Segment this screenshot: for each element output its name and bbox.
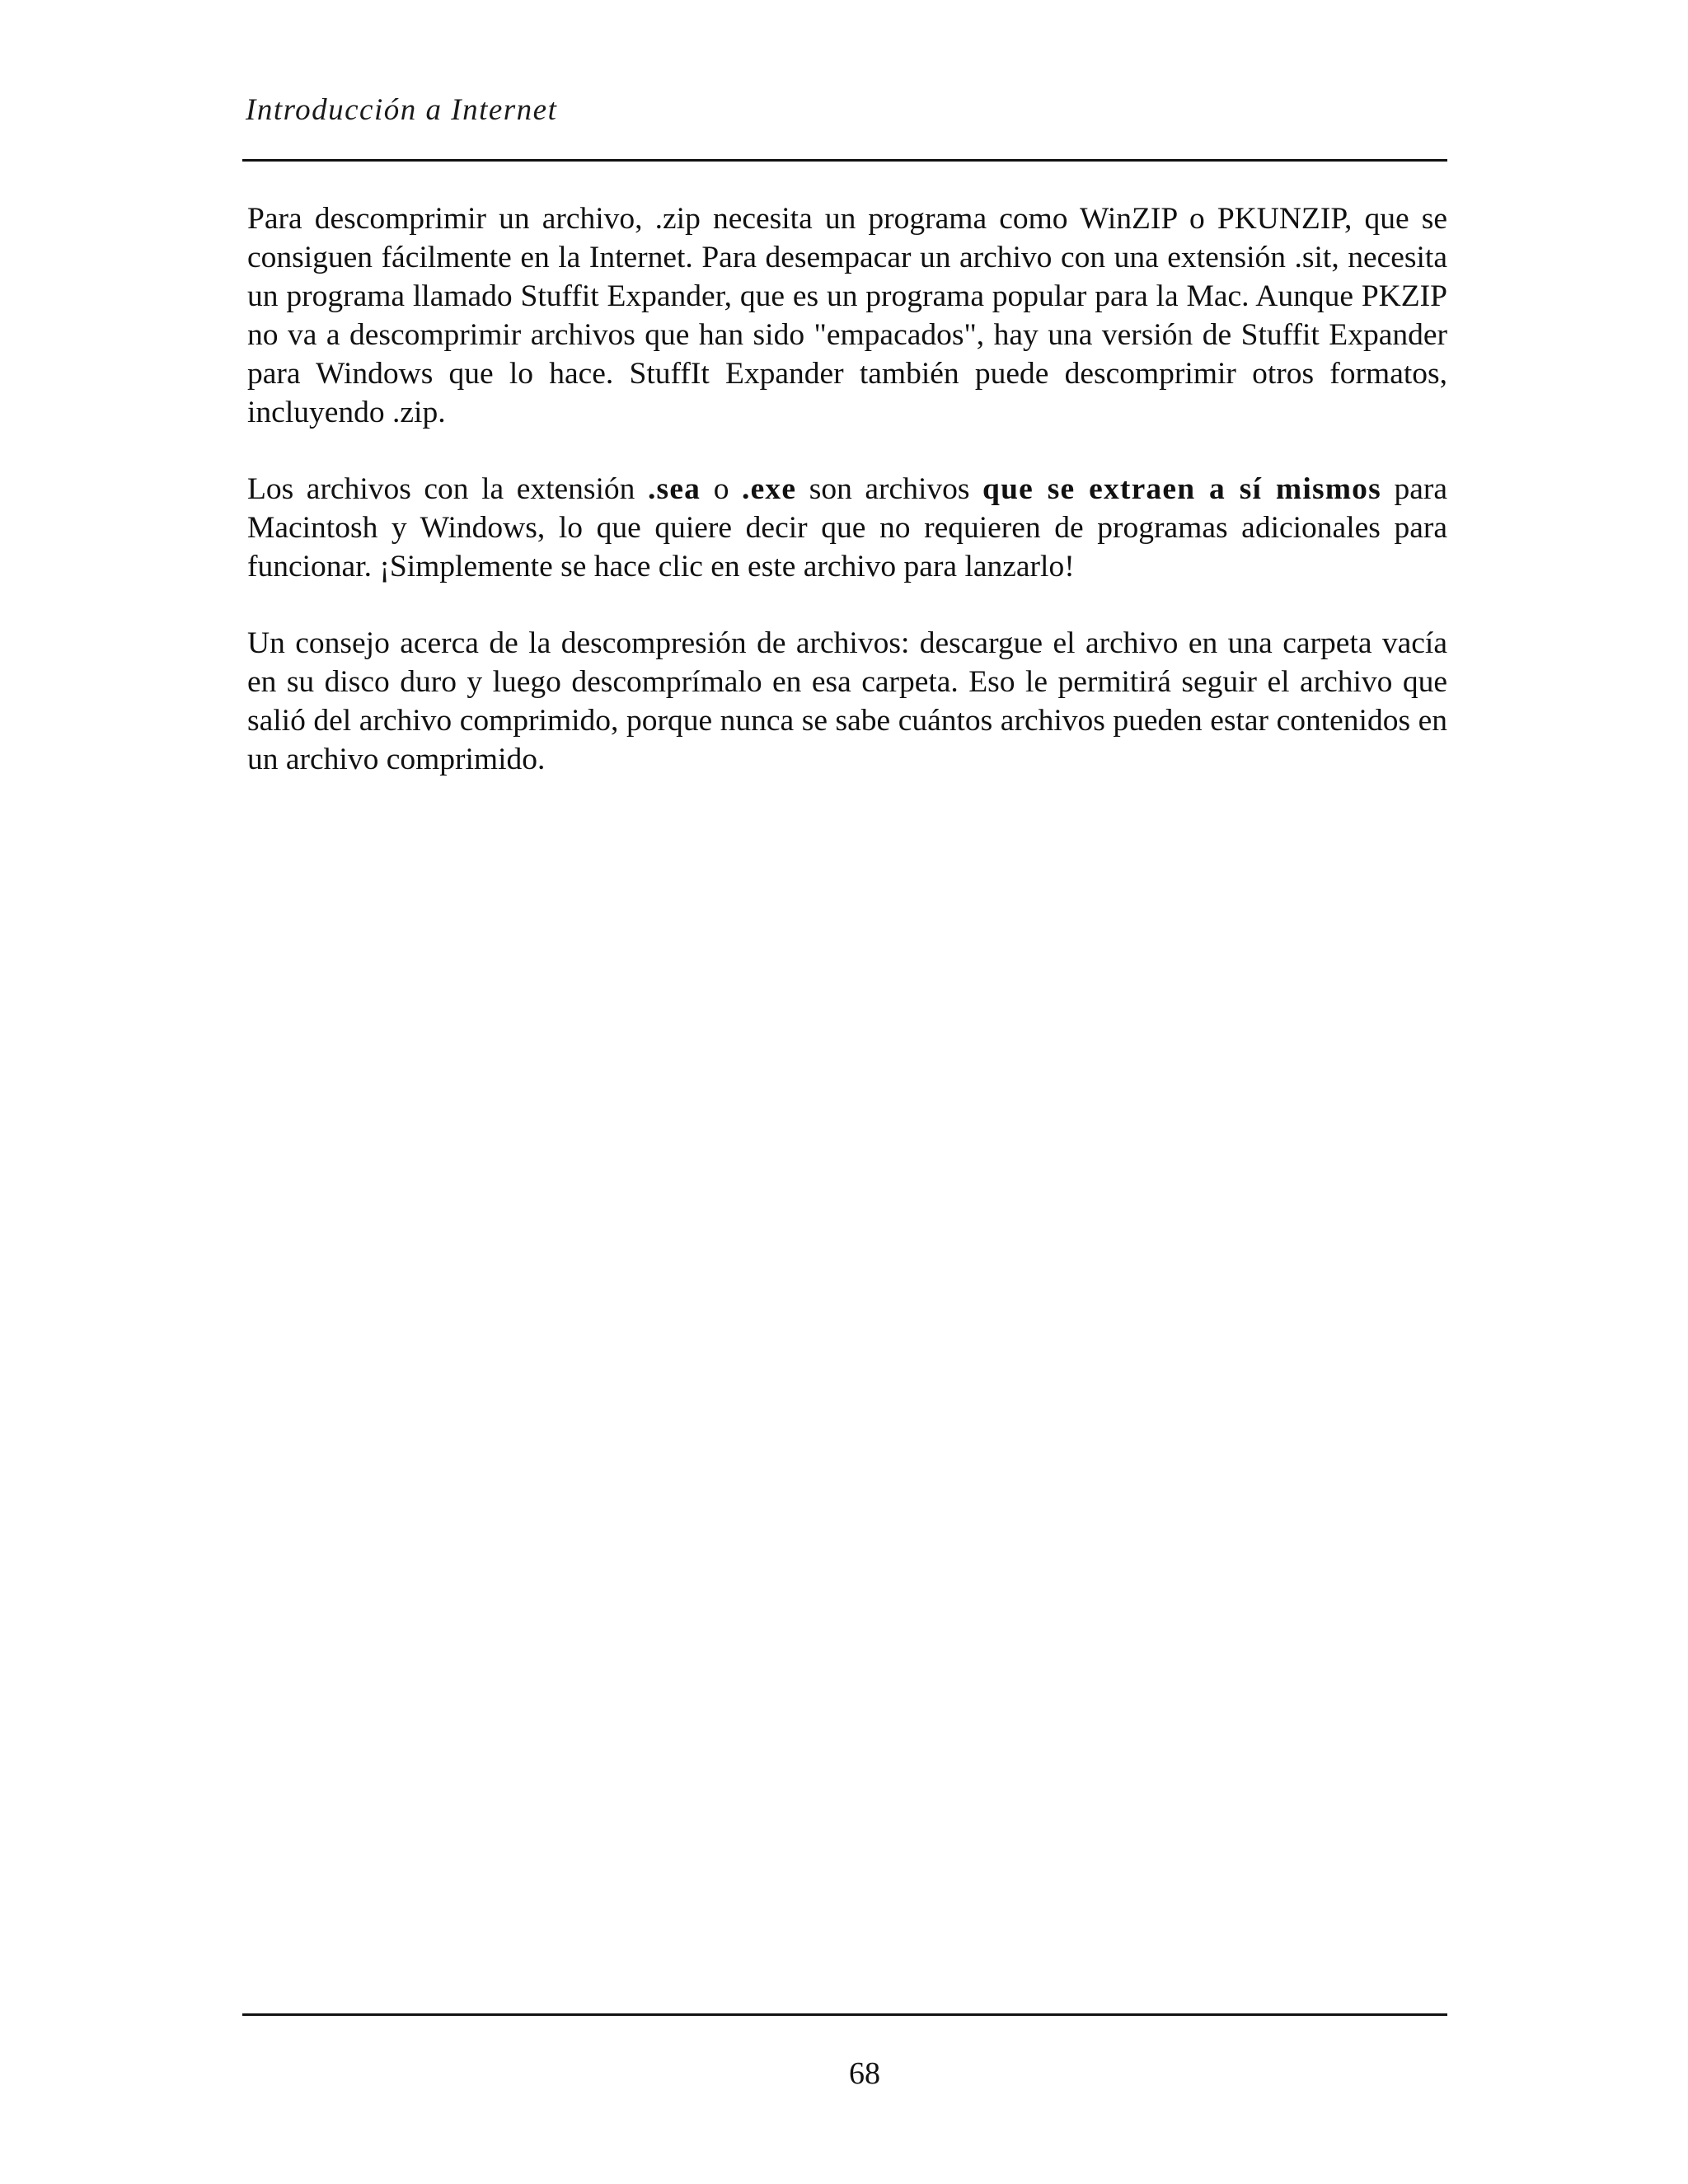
header-divider bbox=[242, 159, 1447, 162]
self-extracting-term: que se extraen a sí mismos bbox=[982, 472, 1381, 506]
paragraph-decompress-tools: Para descomprimir un archivo, .zip necesita un programa como WinZIP o PKUNZIP, que se consiguen fácilmente en la Internet. Para desempacar un archivo con una extensión .sit, necesita un programa llamado Stuffit Expander, que es un programa popular para la Mac. Aunque PKZIP no va a descomprimir archivos que han sido "empacados", hay una versión de Stuffit Expander para Windows que lo hace. StuffIt Expander también puede descomprimir otros formatos, incluyendo .zip. bbox=[247, 202, 1447, 429]
paragraph-decompression-tip: Un consejo acerca de la descompresión de archivos: descargue el archivo en una carpeta vacía en su disco duro y luego descomprímalo en esa carpeta. Eso le permitirá seguir el archivo que salió del archivo comprimido, porque nunca se sabe cuántos archivos pueden estar contenidos en un archivo comprimido. bbox=[247, 626, 1447, 776]
paragraph-text-run: para Macintosh y Windows, lo que quiere decir que no requieren de programas adicionales para funcionar. ¡Simplemente se hace clic en este archivo para lanzarlo! bbox=[247, 472, 1448, 583]
running-header-title: Introducción a Internet bbox=[246, 93, 558, 127]
page-number: 68 bbox=[849, 2056, 880, 2091]
extension-exe: .exe bbox=[742, 472, 797, 506]
paragraph-text-run: o bbox=[701, 472, 742, 506]
paragraph-text-run: Los archivos con la extensión bbox=[247, 472, 648, 506]
extension-sea: .sea bbox=[647, 472, 701, 506]
paragraph-text-run: son archivos bbox=[796, 472, 983, 506]
footer-divider bbox=[242, 2013, 1447, 2016]
paragraph-self-extracting bbox=[247, 470, 1447, 586]
page-body bbox=[247, 199, 1447, 817]
